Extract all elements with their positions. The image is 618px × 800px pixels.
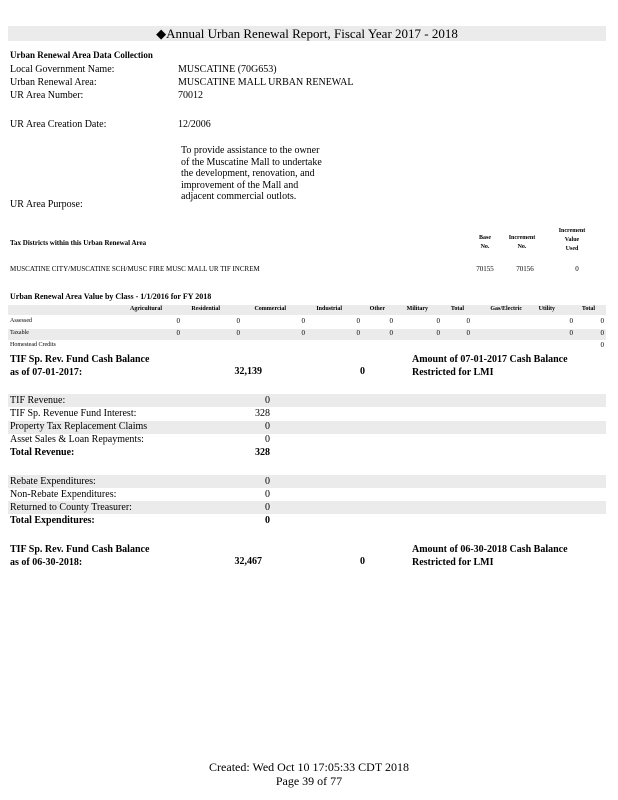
col-grand-total: Total <box>581 306 595 312</box>
creation-date-label: UR Area Creation Date: <box>10 119 107 130</box>
end-restricted-label: Amount of 06-30-2018 Cash Balance Restricted for LMI <box>412 544 568 568</box>
taxable-residential: 0 <box>236 329 240 337</box>
taxable-agricultural: 0 <box>176 329 180 337</box>
purpose-value: To provide assistance to the owner of the Muscatine Mall to undertake the development, renovation, and improvement of the Mall and adjacent commercial outlots. <box>181 145 322 202</box>
total-revenue-value: 328 <box>255 447 270 458</box>
taxable-commercial: 0 <box>301 329 305 337</box>
tax-districts-heading: Tax Districts within this Urban Renewal Area <box>10 239 147 247</box>
report-title-text: Annual Urban Renewal Report, Fiscal Year 2017 - 2018 <box>166 26 458 41</box>
col-other: Other <box>369 306 385 312</box>
col-increment-no: Increment No. <box>508 235 536 250</box>
col-military: Military <box>406 306 428 312</box>
col-residential: Residential <box>191 306 220 312</box>
assessed-utility: 0 <box>569 317 573 325</box>
value-by-class-heading: Urban Renewal Area Value by Class - 1/1/2016 for FY 2018 <box>10 292 212 301</box>
col-commercial: Commercial <box>254 306 286 312</box>
tax-district-used: 0 <box>575 265 579 273</box>
homestead-value: 0 <box>600 341 604 349</box>
non-rebate-expenditures-value: 0 <box>265 489 270 500</box>
col-industrial: Industrial <box>316 306 342 312</box>
taxable-total: 0 <box>466 329 470 337</box>
assessed-commercial: 0 <box>301 317 305 325</box>
rebate-expenditures-label: Rebate Expenditures: <box>10 476 96 487</box>
col-utility: Utility <box>538 306 555 312</box>
tax-district-increment: 70156 <box>516 265 534 273</box>
revenue-row-shade-1 <box>8 394 606 407</box>
area-value: MUSCATINE MALL URBAN RENEWAL <box>178 77 354 88</box>
assessed-total: 0 <box>466 317 470 325</box>
revenue-asset-sales-value: 0 <box>265 434 270 445</box>
area-number-value: 70012 <box>178 90 203 101</box>
taxable-other: 0 <box>389 329 393 337</box>
diamond-bullet-icon: ◆ <box>156 26 167 41</box>
end-balance-label: TIF Sp. Rev. Fund Cash Balance as of 06-30-2018: <box>10 544 150 568</box>
taxable-label: Taxable <box>10 330 29 336</box>
assessed-residential: 0 <box>236 317 240 325</box>
expenditure-row-shade-1 <box>8 475 606 488</box>
taxable-military: 0 <box>436 329 440 337</box>
revenue-replacement-value: 0 <box>265 421 270 432</box>
assessed-industrial: 0 <box>356 317 360 325</box>
collection-heading: Urban Renewal Area Data Collection <box>10 50 153 60</box>
report-title <box>8 26 606 41</box>
assessed-grand-total: 0 <box>600 317 604 325</box>
area-label: Urban Renewal Area: <box>10 77 97 88</box>
assessed-other: 0 <box>389 317 393 325</box>
purpose-label: UR Area Purpose: <box>10 199 83 210</box>
revenue-interest-value: 328 <box>255 408 270 419</box>
assessed-agricultural: 0 <box>176 317 180 325</box>
taxable-industrial: 0 <box>356 329 360 337</box>
revenue-replacement-label: Property Tax Replacement Claims <box>10 421 148 432</box>
col-base-no: Base No. <box>479 235 491 250</box>
footer-page: Page 39 of 77 <box>275 774 343 788</box>
taxable-utility: 0 <box>569 329 573 337</box>
begin-restricted-label: Amount of 07-01-2017 Cash Balance Restricted for LMI <box>412 354 568 378</box>
area-number-label: UR Area Number: <box>10 90 84 101</box>
assessed-military: 0 <box>436 317 440 325</box>
rebate-expenditures-value: 0 <box>265 476 270 487</box>
revenue-tif-value: 0 <box>265 395 270 406</box>
non-rebate-expenditures-label: Non-Rebate Expenditures: <box>10 489 117 500</box>
returned-treasurer-label: Returned to County Treasurer: <box>10 502 132 513</box>
total-expenditures-value: 0 <box>265 515 270 526</box>
begin-balance-value: 32,139 <box>234 366 262 377</box>
total-revenue-label: Total Revenue: <box>10 447 75 458</box>
end-balance-restricted: 0 <box>360 556 365 567</box>
footer-created: Created: Wed Oct 10 17:05:33 CDT 2018 <box>209 760 409 774</box>
taxable-row-shade <box>8 329 606 340</box>
end-balance-value: 32,467 <box>234 556 262 567</box>
revenue-asset-sales-label: Asset Sales & Loan Repayments: <box>10 434 144 445</box>
local-gov-value: MUSCATINE (70G653) <box>178 64 277 75</box>
revenue-interest-label: TIF Sp. Revenue Fund Interest: <box>10 408 137 419</box>
taxable-grand-total: 0 <box>600 329 604 337</box>
col-gas-electric: Gas/Electric <box>490 306 522 312</box>
assessed-label: Assessed <box>10 318 32 324</box>
col-increment-used: Increment Value Used <box>558 228 586 252</box>
tax-district-name: MUSCATINE CITY/MUSCATINE SCH/MUSC FIRE MUSC MALL UR TIF INCREM <box>10 265 260 273</box>
begin-balance-restricted: 0 <box>360 366 365 377</box>
col-total: Total <box>450 306 464 312</box>
tax-district-base: 70155 <box>476 265 494 273</box>
total-expenditures-label: Total Expenditures: <box>10 515 95 526</box>
creation-date-value: 12/2006 <box>178 119 211 130</box>
revenue-tif-label: TIF Revenue: <box>10 395 66 406</box>
returned-treasurer-value: 0 <box>265 502 270 513</box>
homestead-label: Homestead Credits <box>10 342 56 348</box>
local-gov-label: Local Government Name: <box>10 64 115 75</box>
col-agricultural: Agricultural <box>130 306 162 312</box>
begin-balance-label: TIF Sp. Rev. Fund Cash Balance as of 07-01-2017: <box>10 354 150 378</box>
